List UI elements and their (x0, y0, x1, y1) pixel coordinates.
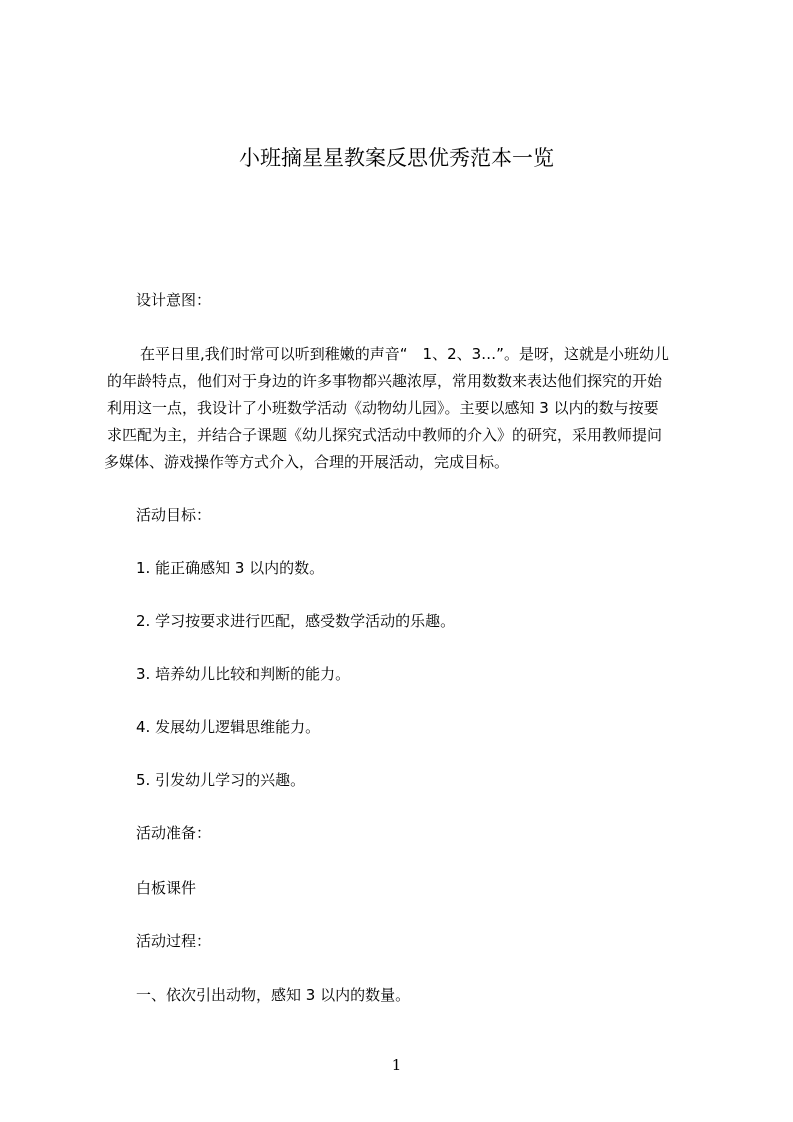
paragraph-line: 多媒体、游戏操作等方式介入，合理的开展活动，完成目标。 (104, 453, 510, 471)
goal-item: 5. 引发幼儿学习的兴趣。 (136, 771, 306, 789)
page-number: 1 (391, 1056, 402, 1074)
process-step: 一、依次引出动物，感知 3 以内的数量。 (136, 986, 411, 1004)
paragraph-line: 在平日里,我们时常可以听到稚嫩的声音“ 1、2、3…”。是呀，这就是小班幼儿 (140, 345, 669, 363)
goal-item: 4. 发展幼儿逻辑思维能力。 (136, 718, 321, 736)
goal-item: 1. 能正确感知 3 以内的数。 (136, 559, 325, 577)
document-title: 小班摘星星教案反思优秀范本一览 (239, 146, 554, 170)
goals-heading: 活动目标： (136, 506, 212, 524)
paragraph-line: 的年龄特点，他们对于身边的许多事物都兴趣浓厚，常用数数来表达他们探究的开始 (107, 372, 663, 390)
design-intent-heading: 设计意图： (136, 291, 212, 309)
paragraph-line: 求匹配为主，并结合子课题《幼儿探究式活动中教师的介入》的研究，采用教师提问 (107, 426, 663, 444)
paragraph-line: 利用这一点，我设计了小班数学活动《动物幼儿园》。主要以感知 3 以内的数与按要 (107, 399, 659, 417)
goal-item: 3. 培养幼儿比较和判断的能力。 (136, 665, 351, 683)
preparation-heading: 活动准备： (136, 824, 212, 842)
preparation-content: 白板课件 (136, 879, 197, 897)
process-heading: 活动过程： (136, 932, 212, 950)
goal-item: 2. 学习按要求进行匹配，感受数学活动的乐趣。 (136, 612, 456, 630)
